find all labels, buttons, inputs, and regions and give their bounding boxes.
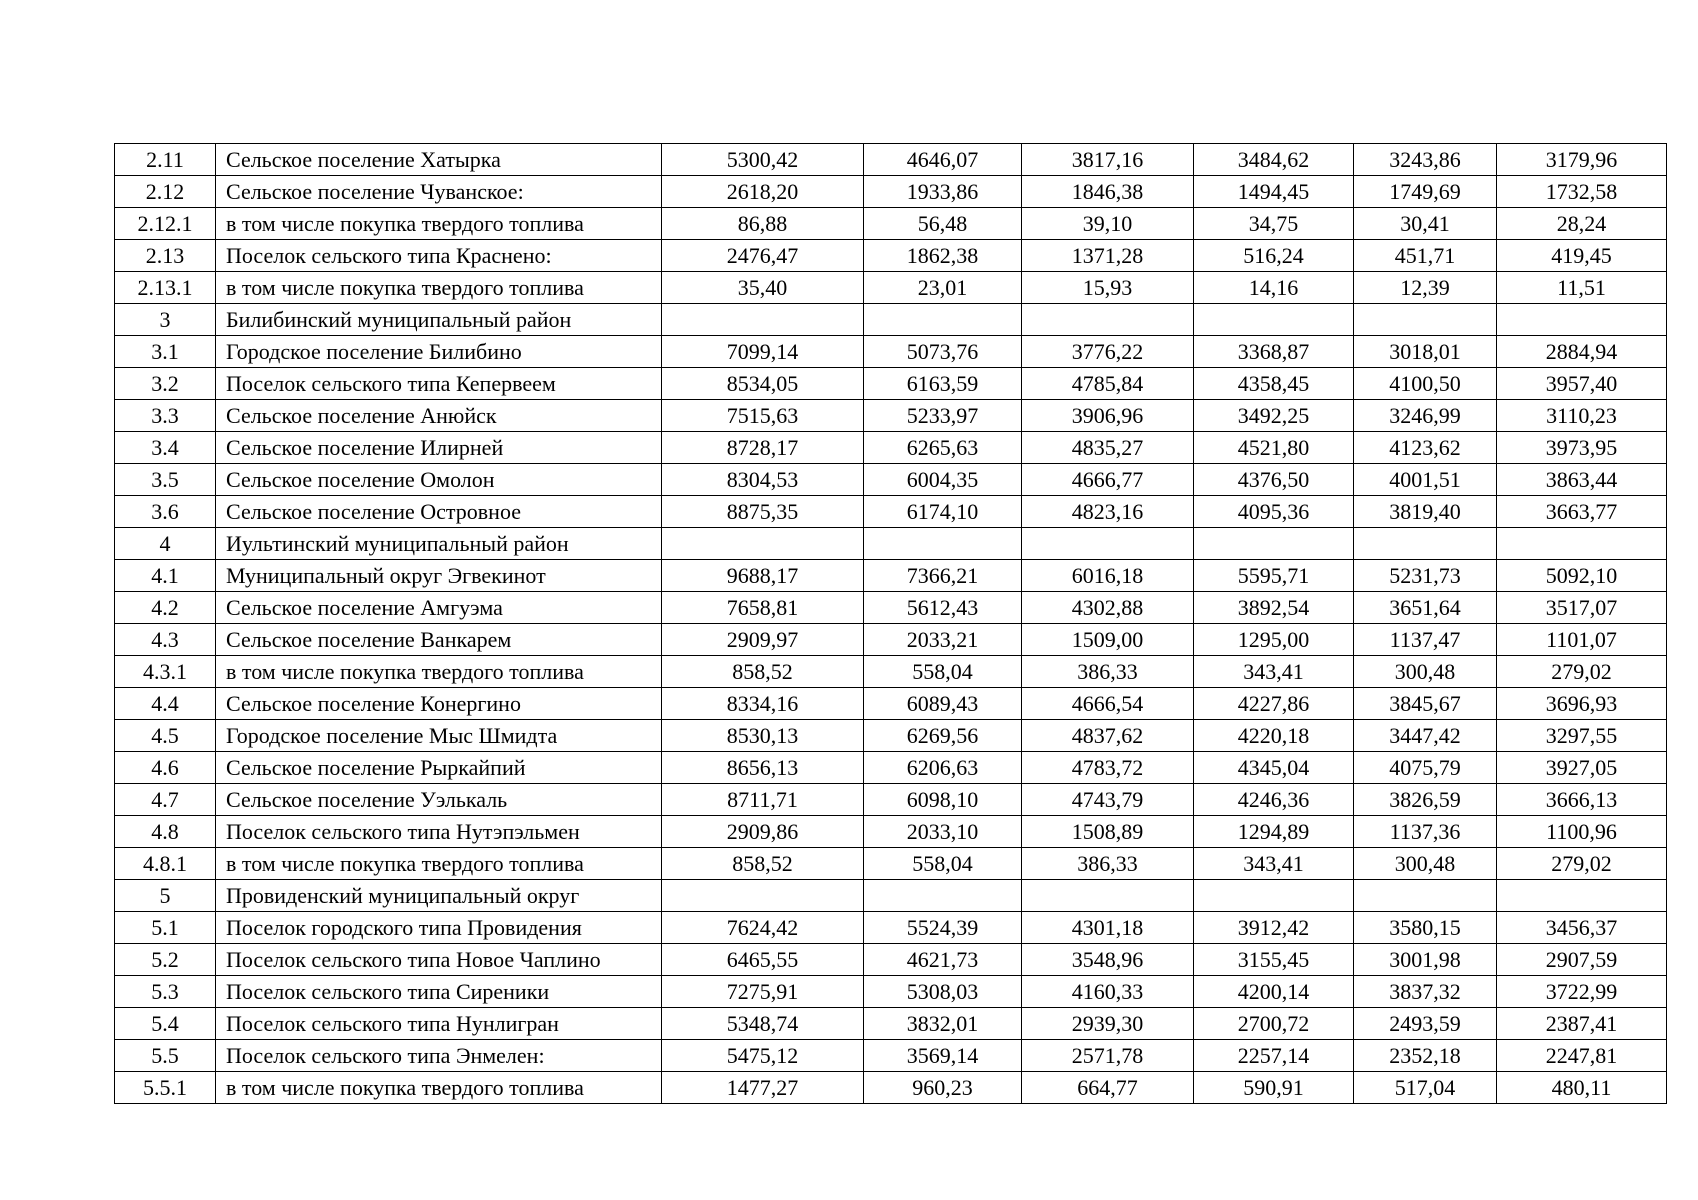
row-number-cell: 4.3 [115, 624, 216, 656]
value-cell-col-6: 3297,55 [1497, 720, 1667, 752]
value-cell-col-4: 4095,36 [1194, 496, 1354, 528]
value-cell-col-3: 1371,28 [1022, 240, 1194, 272]
value-cell-col-3: 4743,79 [1022, 784, 1194, 816]
settlement-name-cell: Сельское поселение Анюйск [216, 400, 662, 432]
value-cell-col-1: 5475,12 [662, 1040, 864, 1072]
value-cell-col-5: 3826,59 [1354, 784, 1497, 816]
row-number-cell: 5.2 [115, 944, 216, 976]
value-cell-col-3: 3548,96 [1022, 944, 1194, 976]
value-cell-col-5: 4123,62 [1354, 432, 1497, 464]
value-cell-col-3: 3776,22 [1022, 336, 1194, 368]
value-cell-col-5: 3243,86 [1354, 144, 1497, 176]
value-cell-col-4: 516,24 [1194, 240, 1354, 272]
row-number-cell: 3.1 [115, 336, 216, 368]
value-cell-col-6: 3973,95 [1497, 432, 1667, 464]
value-cell-col-2: 5073,76 [864, 336, 1022, 368]
value-cell-col-2: 558,04 [864, 656, 1022, 688]
value-cell-col-1: 8875,35 [662, 496, 864, 528]
value-cell-col-6: 3110,23 [1497, 400, 1667, 432]
value-cell-col-4: 4358,45 [1194, 368, 1354, 400]
settlement-name-cell: Поселок сельского типа Сиреники [216, 976, 662, 1008]
value-cell-col-5: 3845,67 [1354, 688, 1497, 720]
value-cell-col-3: 1509,00 [1022, 624, 1194, 656]
table-row [115, 1040, 1667, 1072]
settlement-name-cell: Поселок сельского типа Нутэпэльмен [216, 816, 662, 848]
value-cell-col-6: 480,11 [1497, 1072, 1667, 1104]
value-cell-col-2: 5308,03 [864, 976, 1022, 1008]
value-cell-col-4: 3892,54 [1194, 592, 1354, 624]
value-cell-col-4: 5595,71 [1194, 560, 1354, 592]
row-number-cell: 5.3 [115, 976, 216, 1008]
value-cell-col-3 [1022, 528, 1194, 560]
value-cell-col-3 [1022, 304, 1194, 336]
row-number-cell: 4.5 [115, 720, 216, 752]
value-cell-col-6: 11,51 [1497, 272, 1667, 304]
row-number-cell: 3.3 [115, 400, 216, 432]
value-cell-col-1: 858,52 [662, 848, 864, 880]
value-cell-col-3: 39,10 [1022, 208, 1194, 240]
value-cell-col-4 [1194, 304, 1354, 336]
table-row [115, 304, 1667, 336]
row-number-cell: 2.13 [115, 240, 216, 272]
value-cell-col-2: 6004,35 [864, 464, 1022, 496]
settlement-name-cell: Билибинский муниципальный район [216, 304, 662, 336]
value-cell-col-1: 2476,47 [662, 240, 864, 272]
value-cell-col-4: 34,75 [1194, 208, 1354, 240]
value-cell-col-5: 12,39 [1354, 272, 1497, 304]
value-cell-col-1: 8534,05 [662, 368, 864, 400]
table-row [115, 464, 1667, 496]
value-cell-col-5: 300,48 [1354, 848, 1497, 880]
table-row [115, 560, 1667, 592]
table-row [115, 848, 1667, 880]
value-cell-col-5: 3580,15 [1354, 912, 1497, 944]
table-row [115, 208, 1667, 240]
value-cell-col-2: 960,23 [864, 1072, 1022, 1104]
value-cell-col-3 [1022, 880, 1194, 912]
value-cell-col-2: 6269,56 [864, 720, 1022, 752]
value-cell-col-6 [1497, 304, 1667, 336]
value-cell-col-2: 2033,21 [864, 624, 1022, 656]
value-cell-col-3: 1846,38 [1022, 176, 1194, 208]
table-row [115, 976, 1667, 1008]
value-cell-col-5: 3001,98 [1354, 944, 1497, 976]
value-cell-col-5: 451,71 [1354, 240, 1497, 272]
value-cell-col-2: 1933,86 [864, 176, 1022, 208]
value-cell-col-4: 3492,25 [1194, 400, 1354, 432]
value-cell-col-2: 5233,97 [864, 400, 1022, 432]
value-cell-col-3: 3817,16 [1022, 144, 1194, 176]
value-cell-col-6: 2884,94 [1497, 336, 1667, 368]
value-cell-col-5: 4100,50 [1354, 368, 1497, 400]
value-cell-col-3: 4160,33 [1022, 976, 1194, 1008]
table-row [115, 496, 1667, 528]
settlement-name-cell: Провиденский муниципальный округ [216, 880, 662, 912]
settlement-name-cell: Сельское поселение Хатырка [216, 144, 662, 176]
value-cell-col-6: 3663,77 [1497, 496, 1667, 528]
table-row [115, 272, 1667, 304]
table-row [115, 688, 1667, 720]
settlement-name-cell: Поселок сельского типа Нунлигран [216, 1008, 662, 1040]
value-cell-col-6: 3722,99 [1497, 976, 1667, 1008]
settlement-name-cell: Поселок сельского типа Энмелен: [216, 1040, 662, 1072]
settlement-name-cell: Сельское поселение Конергино [216, 688, 662, 720]
value-cell-col-2: 6174,10 [864, 496, 1022, 528]
value-cell-col-3: 4785,84 [1022, 368, 1194, 400]
value-cell-col-1: 9688,17 [662, 560, 864, 592]
value-cell-col-2: 558,04 [864, 848, 1022, 880]
value-cell-col-4: 590,91 [1194, 1072, 1354, 1104]
value-cell-col-4: 2700,72 [1194, 1008, 1354, 1040]
value-cell-col-4: 4345,04 [1194, 752, 1354, 784]
value-cell-col-5: 2493,59 [1354, 1008, 1497, 1040]
row-number-cell: 4 [115, 528, 216, 560]
row-number-cell: 3.5 [115, 464, 216, 496]
settlement-name-cell: в том числе покупка твердого топлива [216, 656, 662, 688]
value-cell-col-2: 6098,10 [864, 784, 1022, 816]
value-cell-col-1: 2909,97 [662, 624, 864, 656]
value-cell-col-4: 343,41 [1194, 848, 1354, 880]
value-cell-col-2: 23,01 [864, 272, 1022, 304]
value-cell-col-3: 4823,16 [1022, 496, 1194, 528]
value-cell-col-2: 56,48 [864, 208, 1022, 240]
value-cell-col-1: 7624,42 [662, 912, 864, 944]
settlement-name-cell: в том числе покупка твердого топлива [216, 1072, 662, 1104]
row-number-cell: 5.5.1 [115, 1072, 216, 1104]
value-cell-col-4: 4521,80 [1194, 432, 1354, 464]
table-row [115, 784, 1667, 816]
value-cell-col-6: 1100,96 [1497, 816, 1667, 848]
value-cell-col-1: 86,88 [662, 208, 864, 240]
value-cell-col-1: 8711,71 [662, 784, 864, 816]
value-cell-col-6: 2907,59 [1497, 944, 1667, 976]
value-cell-col-5: 1137,36 [1354, 816, 1497, 848]
value-cell-col-4: 1294,89 [1194, 816, 1354, 848]
value-cell-col-1: 8304,53 [662, 464, 864, 496]
value-cell-col-5: 3837,32 [1354, 976, 1497, 1008]
value-cell-col-4: 3484,62 [1194, 144, 1354, 176]
row-number-cell: 4.8.1 [115, 848, 216, 880]
value-cell-col-5: 3018,01 [1354, 336, 1497, 368]
value-cell-col-4: 4220,18 [1194, 720, 1354, 752]
value-cell-col-2 [864, 880, 1022, 912]
value-cell-col-1: 2909,86 [662, 816, 864, 848]
value-cell-col-4 [1194, 880, 1354, 912]
value-cell-col-1: 8334,16 [662, 688, 864, 720]
table-row [115, 720, 1667, 752]
value-cell-col-5: 30,41 [1354, 208, 1497, 240]
value-cell-col-6: 1732,58 [1497, 176, 1667, 208]
settlement-name-cell: Сельское поселение Ванкарем [216, 624, 662, 656]
value-cell-col-2: 2033,10 [864, 816, 1022, 848]
table-row [115, 912, 1667, 944]
value-cell-col-6 [1497, 528, 1667, 560]
value-cell-col-1: 7658,81 [662, 592, 864, 624]
row-number-cell: 5.1 [115, 912, 216, 944]
value-cell-col-1: 5300,42 [662, 144, 864, 176]
table-row [115, 752, 1667, 784]
value-cell-col-3: 3906,96 [1022, 400, 1194, 432]
value-cell-col-6: 3863,44 [1497, 464, 1667, 496]
value-cell-col-3: 2571,78 [1022, 1040, 1194, 1072]
value-cell-col-5: 4075,79 [1354, 752, 1497, 784]
value-cell-col-3: 386,33 [1022, 656, 1194, 688]
value-cell-col-4: 1295,00 [1194, 624, 1354, 656]
value-cell-col-1: 858,52 [662, 656, 864, 688]
value-cell-col-1: 5348,74 [662, 1008, 864, 1040]
row-number-cell: 2.12 [115, 176, 216, 208]
settlement-name-cell: Сельское поселение Островное [216, 496, 662, 528]
value-cell-col-5: 3819,40 [1354, 496, 1497, 528]
value-cell-col-1: 2618,20 [662, 176, 864, 208]
value-cell-col-3: 664,77 [1022, 1072, 1194, 1104]
table-row [115, 528, 1667, 560]
value-cell-col-5: 3447,42 [1354, 720, 1497, 752]
table-row [115, 656, 1667, 688]
value-cell-col-6: 3456,37 [1497, 912, 1667, 944]
value-cell-col-4: 14,16 [1194, 272, 1354, 304]
value-cell-col-1: 7515,63 [662, 400, 864, 432]
value-cell-col-6: 2387,41 [1497, 1008, 1667, 1040]
value-cell-col-5: 1137,47 [1354, 624, 1497, 656]
row-number-cell: 4.8 [115, 816, 216, 848]
value-cell-col-4: 4376,50 [1194, 464, 1354, 496]
row-number-cell: 2.13.1 [115, 272, 216, 304]
settlement-name-cell: в том числе покупка твердого топлива [216, 848, 662, 880]
settlement-name-cell: Сельское поселение Илирней [216, 432, 662, 464]
settlement-name-cell: Сельское поселение Омолон [216, 464, 662, 496]
row-number-cell: 3.2 [115, 368, 216, 400]
value-cell-col-6: 279,02 [1497, 848, 1667, 880]
settlement-name-cell: Иультинский муниципальный район [216, 528, 662, 560]
value-cell-col-2: 4646,07 [864, 144, 1022, 176]
table-row [115, 432, 1667, 464]
value-cell-col-3: 4666,77 [1022, 464, 1194, 496]
value-cell-col-2: 3569,14 [864, 1040, 1022, 1072]
value-cell-col-5 [1354, 528, 1497, 560]
value-cell-col-6: 5092,10 [1497, 560, 1667, 592]
value-cell-col-3: 4302,88 [1022, 592, 1194, 624]
value-cell-col-1: 8656,13 [662, 752, 864, 784]
value-cell-col-3: 386,33 [1022, 848, 1194, 880]
value-cell-col-6: 3957,40 [1497, 368, 1667, 400]
table-row [115, 368, 1667, 400]
settlement-name-cell: Городское поселение Мыс Шмидта [216, 720, 662, 752]
table-row [115, 1072, 1667, 1104]
data-table [114, 143, 1667, 1104]
row-number-cell: 3.6 [115, 496, 216, 528]
value-cell-col-6: 419,45 [1497, 240, 1667, 272]
settlement-name-cell: в том числе покупка твердого топлива [216, 272, 662, 304]
table-row [115, 400, 1667, 432]
value-cell-col-2: 6206,63 [864, 752, 1022, 784]
settlement-name-cell: Муниципальный округ Эгвекинот [216, 560, 662, 592]
settlement-name-cell: Сельское поселение Рыркайпий [216, 752, 662, 784]
row-number-cell: 4.1 [115, 560, 216, 592]
value-cell-col-2: 6163,59 [864, 368, 1022, 400]
value-cell-col-5: 1749,69 [1354, 176, 1497, 208]
value-cell-col-3: 4301,18 [1022, 912, 1194, 944]
value-cell-col-4: 1494,45 [1194, 176, 1354, 208]
value-cell-col-2 [864, 528, 1022, 560]
value-cell-col-1: 8728,17 [662, 432, 864, 464]
value-cell-col-1: 1477,27 [662, 1072, 864, 1104]
table-row [115, 144, 1667, 176]
table-row [115, 1008, 1667, 1040]
value-cell-col-6: 3666,13 [1497, 784, 1667, 816]
value-cell-col-2: 6265,63 [864, 432, 1022, 464]
table-row [115, 176, 1667, 208]
value-cell-col-3: 4837,62 [1022, 720, 1194, 752]
settlement-name-cell: Сельское поселение Уэлькаль [216, 784, 662, 816]
row-number-cell: 5.5 [115, 1040, 216, 1072]
settlement-name-cell: Городское поселение Билибино [216, 336, 662, 368]
value-cell-col-2: 7366,21 [864, 560, 1022, 592]
table-row [115, 624, 1667, 656]
value-cell-col-5: 517,04 [1354, 1072, 1497, 1104]
value-cell-col-2: 5524,39 [864, 912, 1022, 944]
value-cell-col-4 [1194, 528, 1354, 560]
value-cell-col-5: 4001,51 [1354, 464, 1497, 496]
value-cell-col-1: 35,40 [662, 272, 864, 304]
value-cell-col-1 [662, 304, 864, 336]
value-cell-col-5 [1354, 304, 1497, 336]
row-number-cell: 5.4 [115, 1008, 216, 1040]
row-number-cell: 3 [115, 304, 216, 336]
value-cell-col-4: 4200,14 [1194, 976, 1354, 1008]
settlement-name-cell: Сельское поселение Амгуэма [216, 592, 662, 624]
value-cell-col-6: 3179,96 [1497, 144, 1667, 176]
value-cell-col-5: 2352,18 [1354, 1040, 1497, 1072]
row-number-cell: 2.11 [115, 144, 216, 176]
value-cell-col-5: 5231,73 [1354, 560, 1497, 592]
value-cell-col-6: 3696,93 [1497, 688, 1667, 720]
row-number-cell: 4.6 [115, 752, 216, 784]
settlement-name-cell: Сельское поселение Чуванское: [216, 176, 662, 208]
value-cell-col-1 [662, 528, 864, 560]
value-cell-col-2: 3832,01 [864, 1008, 1022, 1040]
table-row [115, 880, 1667, 912]
settlement-name-cell: в том числе покупка твердого топлива [216, 208, 662, 240]
value-cell-col-4: 4227,86 [1194, 688, 1354, 720]
value-cell-col-5: 300,48 [1354, 656, 1497, 688]
value-cell-col-3: 15,93 [1022, 272, 1194, 304]
value-cell-col-3: 4666,54 [1022, 688, 1194, 720]
value-cell-col-5 [1354, 880, 1497, 912]
value-cell-col-6: 1101,07 [1497, 624, 1667, 656]
value-cell-col-1: 7275,91 [662, 976, 864, 1008]
value-cell-col-3: 1508,89 [1022, 816, 1194, 848]
value-cell-col-1: 6465,55 [662, 944, 864, 976]
value-cell-col-5: 3246,99 [1354, 400, 1497, 432]
value-cell-col-5: 3651,64 [1354, 592, 1497, 624]
value-cell-col-1: 8530,13 [662, 720, 864, 752]
value-cell-col-6: 28,24 [1497, 208, 1667, 240]
row-number-cell: 4.2 [115, 592, 216, 624]
value-cell-col-4: 4246,36 [1194, 784, 1354, 816]
value-cell-col-1: 7099,14 [662, 336, 864, 368]
table-row [115, 240, 1667, 272]
settlement-name-cell: Поселок сельского типа Новое Чаплино [216, 944, 662, 976]
settlement-name-cell: Поселок сельского типа Краснено: [216, 240, 662, 272]
row-number-cell: 2.12.1 [115, 208, 216, 240]
value-cell-col-2 [864, 304, 1022, 336]
value-cell-col-6: 279,02 [1497, 656, 1667, 688]
value-cell-col-2: 5612,43 [864, 592, 1022, 624]
value-cell-col-4: 3368,87 [1194, 336, 1354, 368]
table-row [115, 592, 1667, 624]
value-cell-col-3: 6016,18 [1022, 560, 1194, 592]
value-cell-col-6: 3927,05 [1497, 752, 1667, 784]
value-cell-col-4: 343,41 [1194, 656, 1354, 688]
value-cell-col-4: 2257,14 [1194, 1040, 1354, 1072]
value-cell-col-2: 4621,73 [864, 944, 1022, 976]
table-row [115, 816, 1667, 848]
value-cell-col-1 [662, 880, 864, 912]
value-cell-col-6 [1497, 880, 1667, 912]
row-number-cell: 3.4 [115, 432, 216, 464]
row-number-cell: 4.4 [115, 688, 216, 720]
row-number-cell: 5 [115, 880, 216, 912]
value-cell-col-4: 3912,42 [1194, 912, 1354, 944]
value-cell-col-3: 4835,27 [1022, 432, 1194, 464]
table-body [115, 144, 1667, 1104]
row-number-cell: 4.3.1 [115, 656, 216, 688]
table-row [115, 336, 1667, 368]
value-cell-col-2: 6089,43 [864, 688, 1022, 720]
settlement-name-cell: Поселок сельского типа Кепервеем [216, 368, 662, 400]
value-cell-col-3: 2939,30 [1022, 1008, 1194, 1040]
value-cell-col-3: 4783,72 [1022, 752, 1194, 784]
value-cell-col-2: 1862,38 [864, 240, 1022, 272]
value-cell-col-6: 2247,81 [1497, 1040, 1667, 1072]
value-cell-col-6: 3517,07 [1497, 592, 1667, 624]
table-row [115, 944, 1667, 976]
value-cell-col-4: 3155,45 [1194, 944, 1354, 976]
settlement-name-cell: Поселок городского типа Провидения [216, 912, 662, 944]
row-number-cell: 4.7 [115, 784, 216, 816]
